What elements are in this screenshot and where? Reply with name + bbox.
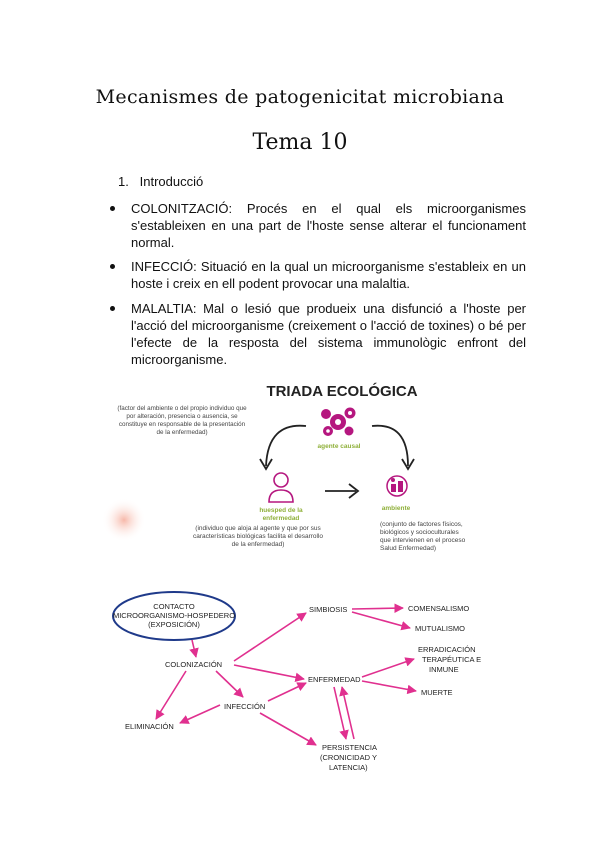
- bullet-text: MALALTIA: Mal o lesió que produeix una disfunció a l'hoste per l'acció del microorganisme (creixement o l'acció de toxines) o bé per l'efecte de la resposta del sistema immunològic enfront del microorganisme.: [131, 301, 526, 367]
- factor-text-line: por alteración, presencia o ausencia, se: [126, 413, 238, 420]
- eliminacion-label: ELIMINACIÓN: [125, 722, 174, 731]
- huesped-text-line: (individuo que aloja al agente y que por sus: [195, 525, 321, 532]
- triada-title: TRIADA ECOLÓGICA: [266, 383, 418, 400]
- section-label: Introducció: [139, 174, 204, 189]
- ambiente-text-line: que intervienen en el proceso: [380, 537, 466, 544]
- bullet-text: COLONITZACIÓ: Procés en el qual els microorganismes s'estableixen en una part de l'hoste sense alterar el funcionament normal.: [131, 201, 526, 250]
- ambiente-text-line: biológicos y socioculturales: [380, 529, 459, 536]
- decorative-blob: [102, 498, 146, 542]
- triada-ecologica-figure: [110, 370, 466, 566]
- arrow-infeccion-eliminacion: [180, 705, 220, 723]
- bullet-text: INFECCIÓ: Situació en la qual un microorganisme s'estableix en un hoste i creix en ell podent provocar una malaltia.: [131, 259, 526, 291]
- environment-icon: [387, 476, 407, 496]
- ambiente-text-line: Salud Enfermedad): [380, 545, 437, 552]
- huesped-label-line: enfermedad: [262, 515, 300, 522]
- erradicacion-label: INMUNE: [429, 665, 459, 674]
- mutualismo-label: MUTUALISMO: [415, 624, 466, 633]
- arrow-colonizacion-infeccion: [216, 671, 243, 697]
- arrow-simbiosis-comensalismo: [352, 608, 403, 609]
- document-title: Mecanismes de patogenicitat microbiana: [95, 86, 505, 108]
- factor-text-line: de la enfermedad): [156, 429, 208, 436]
- factor-text-line: constituye en responsable de la presentación: [118, 421, 246, 428]
- bullet-dot: [110, 264, 115, 269]
- erradicacion-label: ERRADICACIÓN: [418, 645, 476, 654]
- bullet-malaltia: [110, 300, 526, 368]
- colonizacion-label: COLONIZACIÓN: [165, 660, 223, 669]
- enfermedad-label: ENFERMEDAD: [308, 675, 361, 684]
- pathogenicity-flow-diagram: [110, 583, 510, 779]
- section-number: 1.: [118, 174, 129, 189]
- contacto-label: (EXPOSICIÓN): [148, 620, 200, 629]
- huesped-text-line: características biológicas facilita el desarrollo: [192, 533, 324, 540]
- bullet-dot: [110, 206, 115, 211]
- arrow-colonizacion-eliminacion: [156, 671, 186, 719]
- bullet-dot: [110, 306, 115, 311]
- agente-causal-label: agente causal: [317, 443, 361, 450]
- persistencia-label: PERSISTENCIA: [322, 743, 378, 752]
- arrow-simbiosis-mutualismo: [352, 612, 410, 628]
- virus-icon: [321, 408, 356, 437]
- huesped-text-line: de la enfermedad): [231, 541, 285, 548]
- arrow-enfermedad-erradicacion: [362, 659, 414, 677]
- ambiente-label: ambiente: [381, 505, 411, 512]
- arrow-infeccion-persistencia: [260, 713, 316, 745]
- erradicacion-label: TERAPÉUTICA E: [422, 655, 482, 664]
- persistencia-label: LATENCIA): [329, 763, 368, 772]
- arrow-contacto-colonizacion: [192, 640, 196, 657]
- persistencia-label: (CRONICIDAD Y: [320, 753, 377, 762]
- huesped-label-line: huesped de la: [259, 507, 303, 514]
- contacto-label: MICROORGANISMO-HOSPEDERO: [112, 611, 236, 620]
- arrow-colonizacion-enfermedad: [234, 665, 304, 679]
- ambiente-text-line: (conjunto de factores físicos,: [380, 521, 463, 528]
- document-subtitle: Tema 10: [252, 130, 348, 155]
- bullet-infeccio: [110, 258, 526, 292]
- arrow-enfermedad-muerte: [362, 681, 416, 691]
- arrow-infeccion-enfermedad: [268, 683, 306, 701]
- simbiosis-label: SIMBIOSIS: [309, 605, 348, 614]
- bullet-colonitzacio: [110, 200, 526, 251]
- factor-text-line: (factor del ambiente o del propio individuo que: [117, 405, 247, 412]
- contacto-label: CONTACTO: [153, 602, 195, 611]
- section-heading: [118, 174, 203, 189]
- person-icon: [269, 473, 293, 502]
- comensalismo-label: COMENSALISMO: [408, 604, 470, 613]
- infeccion-label: INFECCIÓN: [224, 702, 266, 711]
- muerte-label: MUERTE: [421, 688, 453, 697]
- arrow-colonizacion-simbiosis: [234, 613, 306, 661]
